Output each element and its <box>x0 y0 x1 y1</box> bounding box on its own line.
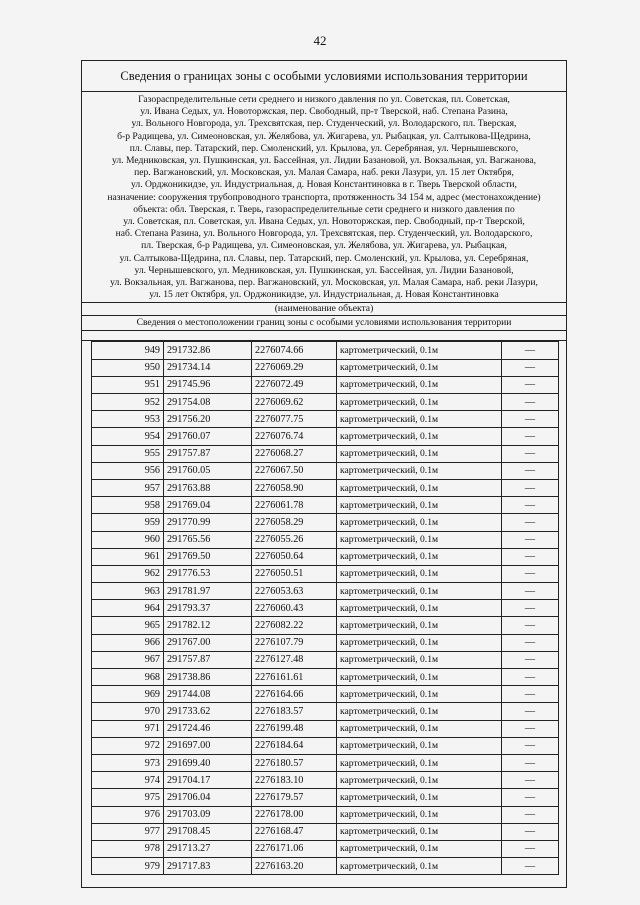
y-coordinate-cell: 2276077.75 <box>252 411 337 428</box>
description-cell: — <box>502 428 559 445</box>
description-cell: — <box>502 720 559 737</box>
point-number-cell: 958 <box>92 497 164 514</box>
method-accuracy-cell: картометрический, 0.1м <box>337 737 502 754</box>
description-cell: — <box>502 634 559 651</box>
method-accuracy-cell: картометрический, 0.1м <box>337 531 502 548</box>
x-coordinate-cell: 291744.08 <box>164 686 252 703</box>
table-row <box>92 462 559 479</box>
y-coordinate-cell: 2276180.57 <box>252 754 337 771</box>
y-coordinate-cell: 2276053.63 <box>252 583 337 600</box>
y-coordinate-cell: 2276184.64 <box>252 737 337 754</box>
object-description-line: ул. Медниковская, ул. Пушкинская, ул. Бассейная, ул. Лидии Базановой, ул. Вокзальная, ул. Вагжанова, <box>111 155 537 167</box>
x-coordinate-cell: 291767.00 <box>164 634 252 651</box>
point-number-cell: 977 <box>92 823 164 840</box>
y-coordinate-cell: 2276168.47 <box>252 823 337 840</box>
x-coordinate-cell: 291793.37 <box>164 600 252 617</box>
point-number-cell: 960 <box>92 531 164 548</box>
x-coordinate-cell: 291706.04 <box>164 789 252 806</box>
point-number-cell: 978 <box>92 840 164 857</box>
object-description-line: ул. Ивана Седых, ул. Новоторжская, пер. Свободный, пр-т Тверской, наб. Степана Разина, <box>140 106 508 118</box>
table-row <box>92 514 559 531</box>
point-number-cell: 975 <box>92 789 164 806</box>
object-description-line: пер. Вагжановский, ул. Московская, ул. Малая Самара, наб. реки Лазури, ул. 15 лет Октября, <box>134 167 514 179</box>
table-row <box>92 359 559 376</box>
description-cell: — <box>502 754 559 771</box>
description-cell: — <box>502 462 559 479</box>
description-cell: — <box>502 514 559 531</box>
description-cell: — <box>502 497 559 514</box>
point-number-cell: 970 <box>92 703 164 720</box>
y-coordinate-cell: 2276050.51 <box>252 565 337 582</box>
x-coordinate-cell: 291717.83 <box>164 858 252 875</box>
description-cell: — <box>502 565 559 582</box>
description-cell: — <box>502 806 559 823</box>
method-accuracy-cell: картометрический, 0.1м <box>337 583 502 600</box>
y-coordinate-cell: 2276183.57 <box>252 703 337 720</box>
y-coordinate-cell: 2276163.20 <box>252 858 337 875</box>
point-number-cell: 961 <box>92 548 164 565</box>
point-number-cell: 967 <box>92 651 164 668</box>
method-accuracy-cell: картометрический, 0.1м <box>337 342 502 359</box>
point-number-cell: 973 <box>92 754 164 771</box>
y-coordinate-cell: 2276107.79 <box>252 634 337 651</box>
x-coordinate-cell: 291769.04 <box>164 497 252 514</box>
description-cell: — <box>502 789 559 806</box>
x-coordinate-cell: 291769.50 <box>164 548 252 565</box>
method-accuracy-cell: картометрический, 0.1м <box>337 720 502 737</box>
description-cell: — <box>502 772 559 789</box>
x-coordinate-cell: 291733.62 <box>164 703 252 720</box>
x-coordinate-cell: 291760.07 <box>164 428 252 445</box>
method-accuracy-cell: картометрический, 0.1м <box>337 428 502 445</box>
x-coordinate-cell: 291724.46 <box>164 720 252 737</box>
y-coordinate-cell: 2276058.90 <box>252 479 337 496</box>
method-accuracy-cell: картометрический, 0.1м <box>337 497 502 514</box>
page-number: 42 <box>313 33 327 48</box>
section-title: Сведения о границах зоны с особыми условиями использования территории <box>82 61 566 92</box>
description-cell: — <box>502 445 559 462</box>
object-description-line: пл. Славы, пер. Татарский, пер. Смоленский, ул. Крылова, ул. Серебряная, ул. Чернышевского, <box>129 142 519 154</box>
point-number-cell: 972 <box>92 737 164 754</box>
y-coordinate-cell: 2276199.48 <box>252 720 337 737</box>
object-description-line: наб. Степана Разина, ул. Вольного Новгорода, ул. Трехсвятская, пер. Студенческий, ул. Володарского, <box>115 228 533 240</box>
y-coordinate-cell: 2276183.10 <box>252 772 337 789</box>
point-number-cell: 968 <box>92 669 164 686</box>
x-coordinate-cell: 291781.97 <box>164 583 252 600</box>
x-coordinate-cell: 291770.99 <box>164 514 252 531</box>
object-description-line: назначение: сооружения трубопроводного транспорта, протяженность 34 154 м, адрес (местонахождение) <box>107 191 541 203</box>
method-accuracy-cell: картометрический, 0.1м <box>337 840 502 857</box>
object-description-line: ул. Вольного Новгорода, ул. Трехсвятская, пер. Студенческий, ул. Володарского, пл. Тверская, <box>131 118 517 130</box>
y-coordinate-cell: 2276178.00 <box>252 806 337 823</box>
table-row <box>92 548 559 565</box>
object-description-line: Газораспределительные сети среднего и низкого давления по ул. Советская, пл. Советская, <box>138 94 510 105</box>
object-description <box>82 92 566 303</box>
method-accuracy-cell: картометрический, 0.1м <box>337 823 502 840</box>
table-row <box>92 858 559 875</box>
table-row <box>92 428 559 445</box>
method-accuracy-cell: картометрический, 0.1м <box>337 514 502 531</box>
y-coordinate-cell: 2276069.29 <box>252 359 337 376</box>
object-description-line: пл. Тверская, б-р Радищева, ул. Симеоновская, ул. Желябова, ул. Жигарева, ул. Рыбацкая, <box>141 240 507 252</box>
description-cell: — <box>502 840 559 857</box>
description-cell: — <box>502 686 559 703</box>
object-description-line: ул. Вокзальная, ул. Вагжанова, пер. Вагжановский, ул. Московская, ул. Малая Самара, наб. реки Лазури, <box>110 277 538 289</box>
method-accuracy-cell: картометрический, 0.1м <box>337 359 502 376</box>
y-coordinate-cell: 2276082.22 <box>252 617 337 634</box>
x-coordinate-cell: 291745.96 <box>164 376 252 393</box>
table-row <box>92 376 559 393</box>
y-coordinate-cell: 2276179.57 <box>252 789 337 806</box>
table-row <box>92 840 559 857</box>
description-cell: — <box>502 359 559 376</box>
x-coordinate-cell: 291738.86 <box>164 669 252 686</box>
method-accuracy-cell: картометрический, 0.1м <box>337 634 502 651</box>
description-cell: — <box>502 531 559 548</box>
description-cell: — <box>502 394 559 411</box>
method-accuracy-cell: картометрический, 0.1м <box>337 703 502 720</box>
method-accuracy-cell: картометрический, 0.1м <box>337 548 502 565</box>
table-row <box>92 789 559 806</box>
method-accuracy-cell: картометрический, 0.1м <box>337 479 502 496</box>
y-coordinate-cell: 2276058.29 <box>252 514 337 531</box>
table-row <box>92 394 559 411</box>
y-coordinate-cell: 2276171.06 <box>252 840 337 857</box>
table-row <box>92 342 559 359</box>
y-coordinate-cell: 2276076.74 <box>252 428 337 445</box>
point-number-cell: 969 <box>92 686 164 703</box>
table-row <box>92 445 559 462</box>
object-description-line: ул. Орджоникидзе, ул. Индустриальная, д. Новая Константиновка в г. Тверь Тверской области, <box>131 179 517 191</box>
description-cell: — <box>502 669 559 686</box>
point-number-cell: 965 <box>92 617 164 634</box>
table-row <box>92 737 559 754</box>
point-number-cell: 971 <box>92 720 164 737</box>
y-coordinate-cell: 2276061.78 <box>252 497 337 514</box>
table-row <box>92 583 559 600</box>
method-accuracy-cell: картометрический, 0.1м <box>337 669 502 686</box>
description-cell: — <box>502 651 559 668</box>
table-row <box>92 686 559 703</box>
table-row <box>92 772 559 789</box>
point-number-cell: 976 <box>92 806 164 823</box>
table-tail-spacer <box>82 875 566 887</box>
y-coordinate-cell: 2276067.50 <box>252 462 337 479</box>
point-number-cell: 959 <box>92 514 164 531</box>
point-number-cell: 957 <box>92 479 164 496</box>
method-accuracy-cell: картометрический, 0.1м <box>337 806 502 823</box>
x-coordinate-cell: 291734.14 <box>164 359 252 376</box>
y-coordinate-cell: 2276161.61 <box>252 669 337 686</box>
table-row <box>92 565 559 582</box>
description-cell: — <box>502 617 559 634</box>
x-coordinate-cell: 291732.86 <box>164 342 252 359</box>
object-description-line: б-р Радищева, ул. Симеоновская, ул. Желябова, ул. Жигарева, ул. Рыбацкая, ул. Салтыкова-Щедрина, <box>117 130 531 142</box>
description-cell: — <box>502 583 559 600</box>
method-accuracy-cell: картометрический, 0.1м <box>337 772 502 789</box>
method-accuracy-cell: картометрический, 0.1м <box>337 789 502 806</box>
table-row <box>92 720 559 737</box>
y-coordinate-cell: 2276164.66 <box>252 686 337 703</box>
point-number-cell: 954 <box>92 428 164 445</box>
method-accuracy-cell: картометрический, 0.1м <box>337 754 502 771</box>
x-coordinate-cell: 291704.17 <box>164 772 252 789</box>
point-number-cell: 962 <box>92 565 164 582</box>
x-coordinate-cell: 291697.00 <box>164 737 252 754</box>
method-accuracy-cell: картометрический, 0.1м <box>337 651 502 668</box>
method-accuracy-cell: картометрический, 0.1м <box>337 858 502 875</box>
x-coordinate-cell: 291703.09 <box>164 806 252 823</box>
point-number-cell: 979 <box>92 858 164 875</box>
point-number-cell: 952 <box>92 394 164 411</box>
table-spacer <box>82 331 566 341</box>
y-coordinate-cell: 2276127.48 <box>252 651 337 668</box>
table-row <box>92 651 559 668</box>
table-row <box>92 411 559 428</box>
point-number-cell: 974 <box>92 772 164 789</box>
table-row <box>92 823 559 840</box>
y-coordinate-cell: 2276060.43 <box>252 600 337 617</box>
point-number-cell: 955 <box>92 445 164 462</box>
method-accuracy-cell: картометрический, 0.1м <box>337 445 502 462</box>
point-number-cell: 949 <box>92 342 164 359</box>
table-row <box>92 669 559 686</box>
description-cell: — <box>502 737 559 754</box>
description-cell: — <box>502 600 559 617</box>
x-coordinate-cell: 291754.08 <box>164 394 252 411</box>
point-number-cell: 951 <box>92 376 164 393</box>
method-accuracy-cell: картометрический, 0.1м <box>337 376 502 393</box>
x-coordinate-cell: 291782.12 <box>164 617 252 634</box>
description-cell: — <box>502 479 559 496</box>
x-coordinate-cell: 291757.87 <box>164 651 252 668</box>
description-cell: — <box>502 548 559 565</box>
table-row <box>92 497 559 514</box>
point-number-cell: 953 <box>92 411 164 428</box>
description-cell: — <box>502 858 559 875</box>
point-number-cell: 950 <box>92 359 164 376</box>
y-coordinate-cell: 2276072.49 <box>252 376 337 393</box>
method-accuracy-cell: картометрический, 0.1м <box>337 686 502 703</box>
method-accuracy-cell: картометрический, 0.1м <box>337 394 502 411</box>
x-coordinate-cell: 291699.40 <box>164 754 252 771</box>
method-accuracy-cell: картометрический, 0.1м <box>337 565 502 582</box>
table-row <box>92 479 559 496</box>
boundary-section-heading: Сведения о местоположении границ зоны с особыми условиями использования территории <box>82 316 566 331</box>
object-description-line: объекта: обл. Тверская, г. Тверь, газораспределительные сети среднего и низкого давления по <box>133 203 515 215</box>
table-row <box>92 703 559 720</box>
x-coordinate-cell: 291776.53 <box>164 565 252 582</box>
object-description-line: ул. 15 лет Октября, ул. Орджоникидзе, ул. Индустриальная, д. Новая Константиновка <box>149 289 499 301</box>
description-cell: — <box>502 823 559 840</box>
document-frame <box>81 60 567 888</box>
table-row <box>92 806 559 823</box>
table-row <box>92 617 559 634</box>
method-accuracy-cell: картометрический, 0.1м <box>337 462 502 479</box>
description-cell: — <box>502 376 559 393</box>
y-coordinate-cell: 2276068.27 <box>252 445 337 462</box>
point-number-cell: 956 <box>92 462 164 479</box>
x-coordinate-cell: 291760.05 <box>164 462 252 479</box>
method-accuracy-cell: картометрический, 0.1м <box>337 411 502 428</box>
table-row <box>92 531 559 548</box>
description-cell: — <box>502 342 559 359</box>
object-description-line: ул. Советская, пл. Советская, ул. Ивана Седых, ул. Новоторжская, пер. Свободный, пр-т Тверской, <box>123 216 525 228</box>
method-accuracy-cell: картометрический, 0.1м <box>337 600 502 617</box>
object-description-line: ул. Чернышевского, ул. Медниковская, ул. Пушкинская, ул. Бассейная, ул. Лидии Базановой, <box>134 264 514 276</box>
x-coordinate-cell: 291756.20 <box>164 411 252 428</box>
y-coordinate-cell: 2276074.66 <box>252 342 337 359</box>
y-coordinate-cell: 2276069.62 <box>252 394 337 411</box>
table-row <box>92 634 559 651</box>
table-row <box>92 600 559 617</box>
method-accuracy-cell: картометрический, 0.1м <box>337 617 502 634</box>
description-cell: — <box>502 703 559 720</box>
object-description-line: ул. Салтыкова-Щедрина, пл. Славы, пер. Татарский, пер. Смоленский, ул. Крылова, ул. Серебряная, <box>119 252 529 264</box>
x-coordinate-cell: 291708.45 <box>164 823 252 840</box>
x-coordinate-cell: 291765.56 <box>164 531 252 548</box>
x-coordinate-cell: 291763.88 <box>164 479 252 496</box>
table-row <box>92 754 559 771</box>
y-coordinate-cell: 2276055.26 <box>252 531 337 548</box>
coordinates-table <box>91 341 559 875</box>
object-name-note: (наименование объекта) <box>82 303 566 316</box>
description-cell: — <box>502 411 559 428</box>
y-coordinate-cell: 2276050.64 <box>252 548 337 565</box>
point-number-cell: 964 <box>92 600 164 617</box>
x-coordinate-cell: 291757.87 <box>164 445 252 462</box>
point-number-cell: 966 <box>92 634 164 651</box>
point-number-cell: 963 <box>92 583 164 600</box>
x-coordinate-cell: 291713.27 <box>164 840 252 857</box>
